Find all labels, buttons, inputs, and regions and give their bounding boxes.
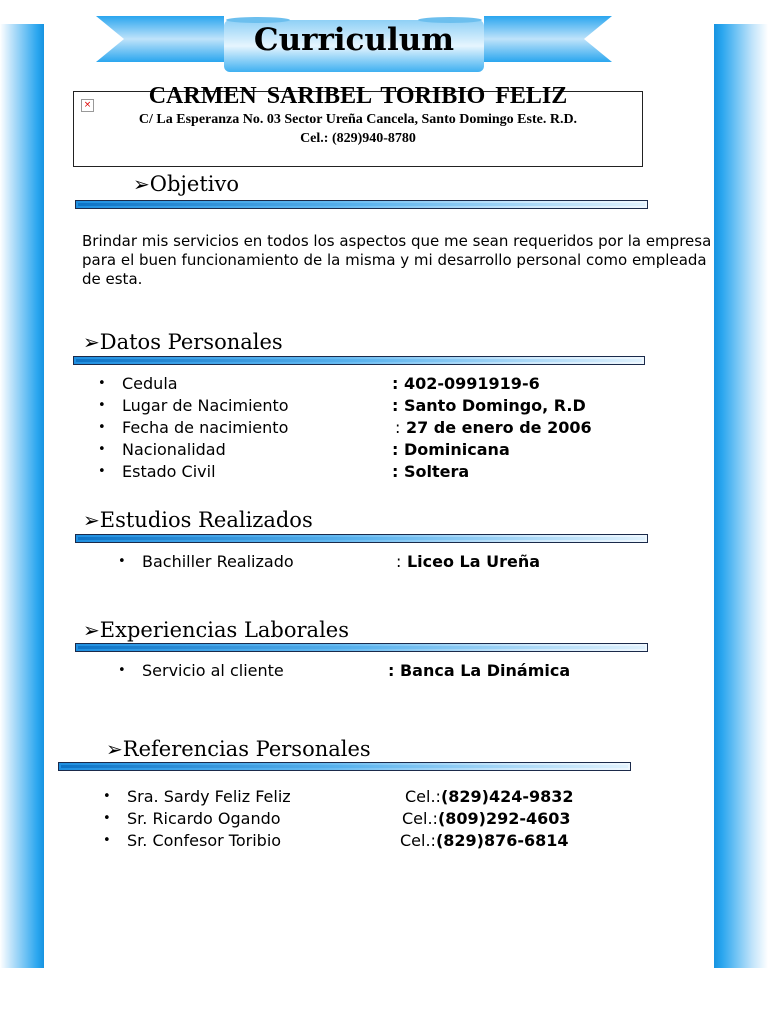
section-divider xyxy=(58,762,631,771)
objective-text: Brindar mis servicios en todos los aspectos que me sean requeridos por la empresa para el buen funcionamiento de la misma y mi desarrollo personal como empleada de esta. xyxy=(82,232,712,288)
bullet-icon: • xyxy=(98,442,106,457)
list-item: • Servicio al cliente : Banca La Dinámica xyxy=(118,661,571,680)
section-divider xyxy=(75,534,648,543)
section-title-estudios: ➢Estudios Realizados xyxy=(83,508,313,532)
contact-header xyxy=(73,83,643,167)
section-title-referencias: ➢Referencias Personales xyxy=(106,737,371,761)
candidate-phone: Cel.: (829)940-8780 xyxy=(300,131,416,146)
experience-list xyxy=(118,660,678,682)
list-item: • Cedula : 402-0991919-6 xyxy=(98,374,540,393)
list-item: • Sr. Confesor Toribio Cel.:(829)876-6814 xyxy=(103,831,569,850)
page-title: Curriculum xyxy=(253,22,455,58)
bullet-icon: • xyxy=(103,789,111,804)
references-list xyxy=(103,786,663,852)
list-item: • Nacionalidad : Dominicana xyxy=(98,440,510,459)
section-title-objetivo: ➢Objetivo xyxy=(133,172,240,196)
left-decorative-bar xyxy=(0,24,44,968)
arrow-bullet-icon: ➢ xyxy=(83,330,100,354)
list-item: • Lugar de Nacimiento : Santo Domingo, R.D xyxy=(98,396,586,415)
arrow-bullet-icon: ➢ xyxy=(106,737,123,761)
bullet-icon: • xyxy=(118,663,126,678)
section-title-experiencias: ➢Experiencias Laborales xyxy=(83,618,349,642)
list-item: • Sra. Sardy Feliz Feliz Cel.:(829)424-9832 xyxy=(103,787,574,806)
studies-list xyxy=(118,551,678,573)
list-item: • Estado Civil : Soltera xyxy=(98,462,470,481)
bullet-icon: • xyxy=(98,398,106,413)
arrow-bullet-icon: ➢ xyxy=(83,618,100,642)
broken-image-icon: × xyxy=(81,99,94,112)
section-divider xyxy=(75,200,648,209)
arrow-bullet-icon: ➢ xyxy=(83,508,100,532)
personal-data-list xyxy=(98,373,698,483)
candidate-name: CARMEN SARIBEL TORIBIO FELIZ xyxy=(148,83,568,109)
bullet-icon: • xyxy=(98,464,106,479)
list-item: • Sr. Ricardo Ogando Cel.:(809)292-4603 xyxy=(103,809,571,828)
right-decorative-bar xyxy=(714,24,768,968)
section-divider xyxy=(73,356,645,365)
bullet-icon: • xyxy=(98,376,106,391)
section-divider xyxy=(75,643,648,652)
list-item: • Fecha de nacimiento : 27 de enero de 2006 xyxy=(98,418,592,437)
section-title-datos-personales: ➢Datos Personales xyxy=(83,330,283,354)
bullet-icon: • xyxy=(103,833,111,848)
list-item: • Bachiller Realizado : Liceo La Ureña xyxy=(118,552,541,571)
title-banner xyxy=(96,14,612,76)
candidate-address: C/ La Esperanza No. 03 Sector Ureña Cancela, Santo Domingo Este. R.D. xyxy=(138,112,578,127)
bullet-icon: • xyxy=(98,420,106,435)
bullet-icon: • xyxy=(103,811,111,826)
bullet-icon: • xyxy=(118,554,126,569)
arrow-bullet-icon: ➢ xyxy=(133,172,150,196)
